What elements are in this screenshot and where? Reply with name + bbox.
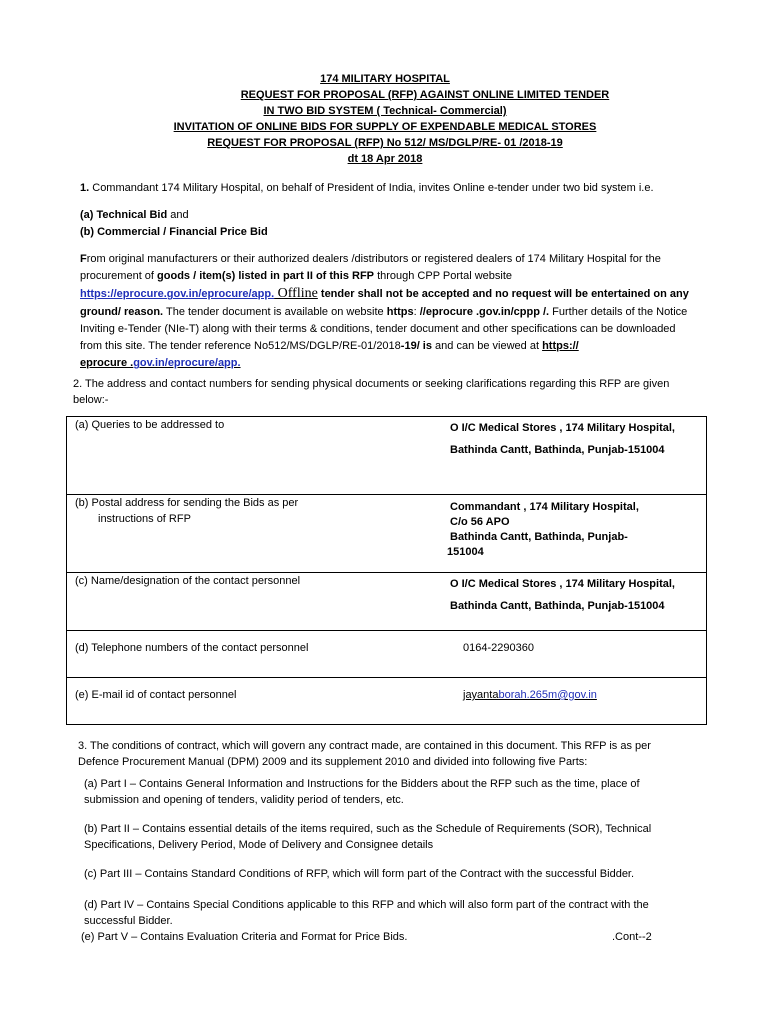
- part-1: (a) Part I – Contains General Information and Instructions for the Bidders about the RFP such as the time, place of submission and opening of tenders, validity period of tenders, etc.: [84, 778, 640, 806]
- bid-system-title: IN TWO BID SYSTEM ( Technical- Commercial): [263, 105, 507, 117]
- eprocure-link[interactable]: https://eprocure.gov.in/eprocure/app.: [80, 288, 275, 301]
- offline-text: Offline: [274, 286, 318, 302]
- eprocure-link-2[interactable]: eprocure .gov.in/eprocure/app.: [80, 357, 241, 370]
- para-3-intro: 3. The conditions of contract, which will govern any contract made, are contained in this document. This RFP is as per Defence Procurement Manual (DPM) 2009 and its supplement 2010 and divided into following five Parts:: [78, 740, 651, 768]
- part-3: (c) Part III – Contains Standard Conditions of RFP, which will form part of the Contract with the successful Bidder.: [84, 868, 635, 880]
- para-1-body: From original manufacturers or their authorized dealers /distributors or registered dealers of 174 Military Hospital for the procurement of goods / item(s) listed in part II of this RFP through CPP Portal website https://eprocure.gov.in/eprocure/app. Offline tender shall not be accepted and no request will be entertained on any ground/ reason. The tender document is available on website https: //eprocure .gov.in/cppp /. Further details of the Notice Inviting e-Tender (NIe-T) along with their terms & conditions, tender document and other specifications can be downloaded from this site. The tender reference No512/MS/DGLP/RE-01/2018-19/ is and can be viewed at https:// eprocure .gov.in/eprocure/app.: [80, 253, 689, 370]
- part-4: (d) Part IV – Contains Special Conditions applicable to this RFP and which will also form part of the contract with the successful Bidder.: [84, 899, 649, 927]
- hospital-title: 174 MILITARY HOSPITAL: [320, 73, 450, 85]
- part-5: (e) Part V – Contains Evaluation Criteria and Format for Price Bids.: [81, 931, 408, 943]
- row-d-value: 0164-2290360: [450, 631, 707, 678]
- bid-b: (b) Commercial / Financial Price Bid: [80, 226, 268, 238]
- row-a-value: O I/C Medical Stores , 174 Military Hospital, Bathinda Cantt, Bathinda, Punjab-151004: [450, 422, 675, 456]
- rfp-number: REQUEST FOR PROPOSAL (RFP) No 512/ MS/DGLP/RE- 01 /2018-19: [207, 137, 563, 149]
- para-1-intro: [80, 180, 700, 197]
- bid-a: (a) Technical Bid and: [80, 209, 189, 221]
- invitation-title: INVITATION OF ONLINE BIDS FOR SUPPLY OF EXPENDABLE MEDICAL STORES: [173, 121, 597, 133]
- row-e-value[interactable]: [450, 678, 707, 725]
- continuation-marker: .Cont--2: [612, 931, 652, 943]
- row-e-label: (e) E-mail id of contact personnel: [67, 678, 451, 725]
- para-1-number: 1.: [80, 182, 90, 194]
- para-2: 2. The address and contact numbers for sending physical documents or seeking clarifications regarding this RFP are given below:-: [73, 378, 670, 406]
- part-2: (b) Part II – Contains essential details of the items required, such as the Schedule of Requirements (SOR), Technical Specifications, Delivery Period, Mode of Delivery and Consignee details: [84, 823, 652, 851]
- document-header: [0, 71, 770, 167]
- rfp-date: dt 18 Apr 2018: [347, 153, 423, 165]
- row-c-value: O I/C Medical Stores , 174 Military Hospital, Bathinda Cantt, Bathinda, Punjab-151004: [450, 573, 707, 631]
- contacts-table: [66, 416, 707, 725]
- row-a-label: (a) Queries to be addressed to: [75, 419, 225, 431]
- row-b-value: Commandant , 174 Military Hospital, C/o 56 APO Bathinda Cantt, Bathinda, Punjab- 151004: [450, 495, 707, 573]
- row-d-label: (d) Telephone numbers of the contact personnel: [67, 631, 451, 678]
- rfp-title: REQUEST FOR PROPOSAL (RFP) AGAINST ONLINE LIMITED TENDER: [240, 89, 610, 101]
- email-link[interactable]: jayantaborah.265m@gov.in: [463, 689, 597, 701]
- row-b-label: (b) Postal address for sending the Bids as per instructions of RFP: [67, 495, 451, 573]
- para-1-text: Commandant 174 Military Hospital, on behalf of President of India, invites Online e-tender under two bid system i.e.: [89, 182, 654, 194]
- row-c-label: (c) Name/designation of the contact personnel: [67, 573, 451, 631]
